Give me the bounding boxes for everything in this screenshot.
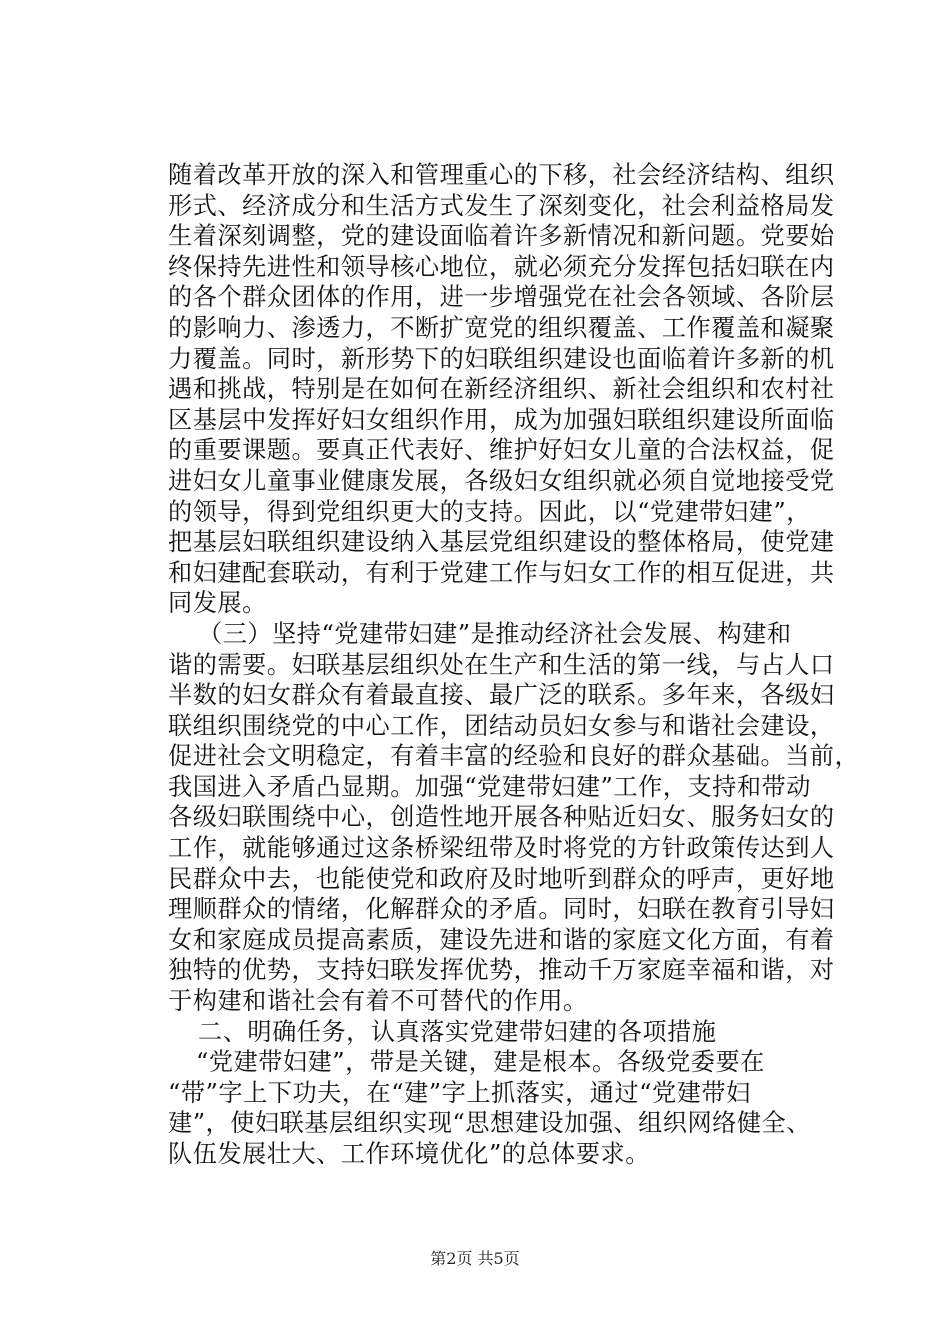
page-footer: 第2页 共5页 <box>430 1249 520 1268</box>
section-heading: 二、明确任务，认真落实党建带妇建的各项措施 <box>198 1017 717 1046</box>
text-line: 生着深刻调整，党的建设面临着许多新情况和新问题。党要始 <box>168 222 835 251</box>
text-line: 半数的妇女群众有着最直接、最广泛的联系。多年来，各级妇 <box>168 681 835 710</box>
text-line: 遇和挑战，特别是在如何在新经济组织、新社会组织和农村社 <box>168 375 835 404</box>
text-line: 谐的需要。妇联基层组织处在生产和生活的第一线，与占人口 <box>168 650 835 679</box>
text-line: 独特的优势，支持妇联发挥优势，推动千万家庭幸福和谐，对 <box>168 956 835 985</box>
text-line: 随着改革开放的深入和管理重心的下移，社会经济结构、组织 <box>168 161 835 189</box>
text-line: 区基层中发挥好妇女组织作用，成为加强妇联组织建设所面临 <box>168 405 835 434</box>
text-line: 的影响力、渗透力，不断扩宽党的组织覆盖、工作覆盖和凝聚 <box>168 313 835 342</box>
text-line: 联组织围绕党的中心工作，团结动员妇女参与和谐社会建设， <box>168 711 835 740</box>
text-line: 形式、经济成分和生活方式发生了深刻变化，社会利益格局发 <box>168 191 835 220</box>
text-line: 理顺群众的情绪，化解群众的矛盾。同时，妇联在教育引导妇 <box>168 895 835 924</box>
text-line: 民群众中去，也能使党和政府及时地听到群众的呼声，更好地 <box>168 864 835 893</box>
text-line: 的各个群众团体的作用，进一步增强党在社会各领域、各阶层 <box>168 283 835 312</box>
text-line: 于构建和谐社会有着不可替代的作用。 <box>168 987 588 1016</box>
text-line: 工作，就能够通过这条桥梁纽带及时将党的方针政策传达到人 <box>168 834 835 863</box>
text-line: 建”，使妇联基层组织实现“思想建设加强、组织网络健全、 <box>168 1109 811 1138</box>
text-line: 各级妇联围绕中心，创造性地开展各种贴近妇女、服务妇女的 <box>168 803 835 832</box>
text-line: “带”字上下功夫，在“建”字上抓落实，通过“党建带妇 <box>168 1078 751 1107</box>
text-line: 我国进入矛盾凸显期。加强“党建带妇建”工作，支持和带动 <box>168 772 811 801</box>
section-heading-line: （三）坚持“党建带妇建”是推动经济社会发展、构建和 <box>198 619 792 648</box>
text-line: 的重要课题。要真正代表好、维护好妇女儿童的合法权益，促 <box>168 436 835 465</box>
text-line: 同发展。 <box>168 589 267 618</box>
text-line: 进妇女儿童事业健康发展，各级妇女组织就必须自觉地接受党 <box>168 466 835 495</box>
text-line: 促进社会文明稳定，有着丰富的经验和良好的群众基础。当前， <box>168 742 860 771</box>
text-line: 把基层妇联组织建设纳入基层党组织建设的整体格局，使党建 <box>168 528 835 557</box>
text-line: 的领导，得到党组织更大的支持。因此，以“党建带妇建”， <box>168 497 811 526</box>
text-line: 队伍发展壮大、工作环境优化”的总体要求。 <box>168 1140 650 1168</box>
text-line: 终保持先进性和领导核心地位，就必须充分发挥包括妇联在内 <box>168 252 835 281</box>
text-line: 女和家庭成员提高素质，建设先进和谐的家庭文化方面，有着 <box>168 925 835 954</box>
text-line: “党建带妇建”，带是关键，建是根本。各级党委要在 <box>196 1048 765 1077</box>
document-body <box>168 160 858 1170</box>
text-line: 和妇建配套联动，有利于党建工作与妇女工作的相互促进，共 <box>168 558 835 587</box>
text-line: 力覆盖。同时，新形势下的妇联组织建设也面临着许多新的机 <box>168 344 835 373</box>
